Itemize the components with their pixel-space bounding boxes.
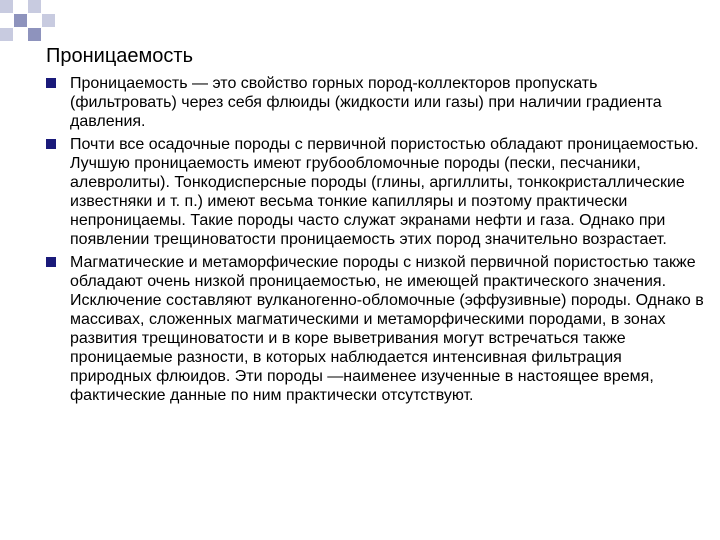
checkered-squares-icon [0, 0, 56, 40]
bullet-item [46, 253, 706, 405]
header-decoration [0, 0, 720, 40]
bullet-text: Почти все осадочные породы с первичной пористостью обладают проницаемостью. Лучшую проницаемость имеют грубообломочные породы (пески, песчаники, алевролиты). Тонкодисперсные породы (глины, аргиллиты, тонкокристаллические известняки и т. п.) имеют весьма тонкие капилляры и поэтому практически непроницаемы. Такие породы часто служат экранами нефти и газа. Однако при появлении трещиноватости проницаемость этих пород значительно возрастает. [70, 136, 699, 248]
slide-title: Проницаемость [46, 45, 193, 67]
bullet-text: Магматические и метаморфические породы с низкой первичной пористостью также обладают очень низкой проницаемостью, не имеющей практического значения. Исключение составляют вулканогенно-обломочные (эффузивные) породы. Однако в массивах, сложенных магматическими и метаморфическими породами, в зонах развития трещиноватости и в коре выветривания могут встречаться также проницаемые разности, в которых наблюдается интенсивная фильтрация природных флюидов. Эти породы —наименее изученные в настоящее время, фактические данные по ним практически отсутствуют. [70, 254, 704, 404]
square-bullet-icon [46, 257, 56, 267]
bullet-item [46, 135, 706, 249]
striped-gradient-banner [56, 0, 720, 38]
square-bullet-icon [46, 139, 56, 149]
bullet-item [46, 74, 706, 131]
bullet-list [46, 74, 706, 409]
bullet-text: Проницаемость — это свойство горных пород-коллекторов пропускать (фильтровать) через себя флюиды (жидкости или газы) при наличии градиента давления. [70, 75, 662, 130]
square-bullet-icon [46, 78, 56, 88]
